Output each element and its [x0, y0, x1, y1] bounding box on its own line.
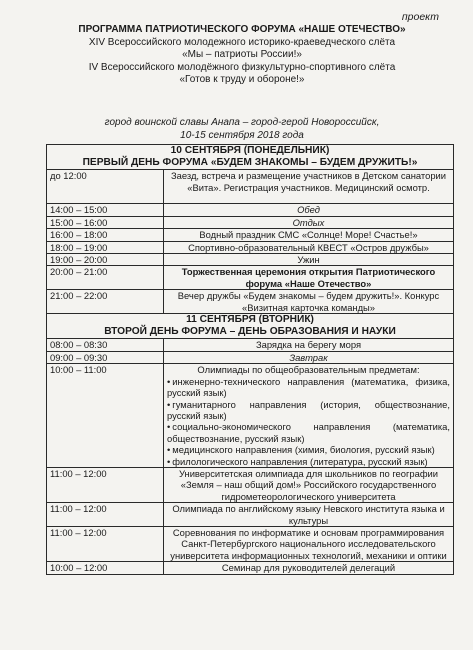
- table-row: [47, 170, 454, 204]
- day-date: 10 СЕНТЯБРЯ (ПОНЕДЕЛЬНИК): [170, 145, 330, 156]
- table-row: [47, 266, 454, 290]
- header-line-3: IV Всероссийского молодёжного физкультурно-спортивного слёта: [88, 61, 396, 73]
- time-cell: 09:00 – 09:30: [47, 351, 164, 363]
- time-cell: 14:00 – 15:00: [47, 204, 164, 216]
- event-cell: Зарядка на берегу моря: [164, 339, 454, 351]
- header-line-1: XIV Всероссийского молодежного историко-краеведческого слёта: [88, 36, 396, 48]
- day-date: 11 СЕНТЯБРЯ (ВТОРНИК): [186, 314, 314, 326]
- event-cell: Заезд, встреча и размещение участников в Детском санатории «Вита». Регистрация участников. Медицинский осмотр.: [164, 170, 454, 204]
- list-item: • медицинского направления (химия, биология, русский язык): [167, 444, 450, 455]
- draft-label: проект: [401, 11, 439, 23]
- time-cell: до 12:00: [47, 170, 164, 204]
- place-line-1: город воинской славы Анапа – город-герой Новороссийск,: [104, 117, 380, 128]
- table-row: [47, 229, 454, 241]
- table-row: [47, 204, 454, 216]
- day-header-row: [47, 314, 454, 339]
- list-item: • филологического направления (литература, русский язык): [167, 456, 450, 467]
- day-header: [47, 145, 454, 170]
- time-cell: 11:00 – 12:00: [47, 503, 164, 527]
- time-cell: 16:00 – 18:00: [47, 229, 164, 241]
- day-header: [47, 314, 454, 339]
- time-cell: 11:00 – 12:00: [47, 526, 164, 561]
- table-row: [47, 526, 454, 561]
- time-cell: 08:00 – 08:30: [47, 339, 164, 351]
- list-item: • гуманитарного направления (история, обществознание, русский язык): [167, 399, 450, 422]
- program-header: [30, 24, 454, 87]
- schedule-table: [46, 144, 454, 575]
- table-row: [47, 216, 454, 228]
- day-title: ВТОРОЙ ДЕНЬ ФОРУМА – ДЕНЬ ОБРАЗОВАНИЯ И НАУКИ: [104, 326, 396, 338]
- event-cell: Завтрак: [164, 351, 454, 363]
- event-cell: Торжественная церемония открытия Патриотического форума «Наше Отечество»: [164, 266, 454, 290]
- event-cell: [164, 364, 454, 468]
- list-item: • инженерно-технического направления (математика, физика, русский язык): [167, 376, 450, 399]
- time-cell: 21:00 – 22:00: [47, 290, 164, 314]
- place-and-date: [30, 117, 454, 142]
- header-line-2: «Мы – патриоты России!»: [182, 49, 302, 60]
- event-cell: Обед: [164, 204, 454, 216]
- event-cell: Семинар для руководителей делегаций: [164, 562, 454, 574]
- table-row: [47, 364, 454, 468]
- table-row: [47, 339, 454, 351]
- event-cell: Соревнования по информатике и основам программирования Санкт-Петербургского национального исследовательского университета информационных технологий, механики и оптики: [164, 526, 454, 561]
- table-row: [47, 290, 454, 314]
- event-cell: Ужин: [164, 254, 454, 266]
- event-cell: Университетская олимпиада для школьников по географии «Земля – наш общий дом!» Российского государственного гидрометеорологического университета: [164, 467, 454, 502]
- table-row: [47, 467, 454, 502]
- table-row: [47, 254, 454, 266]
- event-cell: Спортивно-образовательный КВЕСТ «Остров дружбы»: [164, 241, 454, 253]
- list-item: • социально-экономического направления (математика, обществознание, русский язык): [167, 421, 450, 444]
- event-cell: Водный праздник СМС «Солнце! Море! Счастье!»: [164, 229, 454, 241]
- table-row: [47, 351, 454, 363]
- time-cell: 19:00 – 20:00: [47, 254, 164, 266]
- time-cell: 10:00 – 11:00: [47, 364, 164, 468]
- time-cell: 11:00 – 12:00: [47, 467, 164, 502]
- header-line-4: «Готов к труду и обороне!»: [179, 74, 305, 85]
- olympiad-intro: Олимпиады по общеобразовательным предметам:: [197, 364, 420, 376]
- program-title: ПРОГРАММА ПАТРИОТИЧЕСКОГО ФОРУМА «НАШЕ ОТЕЧЕСТВО»: [78, 24, 406, 35]
- day-title: ПЕРВЫЙ ДЕНЬ ФОРУМА «БУДЕМ ЗНАКОМЫ – БУДЕМ ДРУЖИТЬ!»: [82, 157, 418, 169]
- table-row: [47, 562, 454, 574]
- table-row: [47, 241, 454, 253]
- time-cell: 18:00 – 19:00: [47, 241, 164, 253]
- table-row: [47, 503, 454, 527]
- event-cell: Олимпиада по английскому языку Невского института языка и культуры: [164, 503, 454, 527]
- event-cell: Вечер дружбы «Будем знакомы – будем дружить!». Конкурс «Визитная карточка команды»: [164, 290, 454, 314]
- event-cell: Отдых: [164, 216, 454, 228]
- day-header-row: [47, 145, 454, 170]
- time-cell: 10:00 – 12:00: [47, 562, 164, 574]
- time-cell: 15:00 – 16:00: [47, 216, 164, 228]
- time-cell: 20:00 – 21:00: [47, 266, 164, 290]
- place-line-2: 10-15 сентября 2018 года: [180, 129, 304, 141]
